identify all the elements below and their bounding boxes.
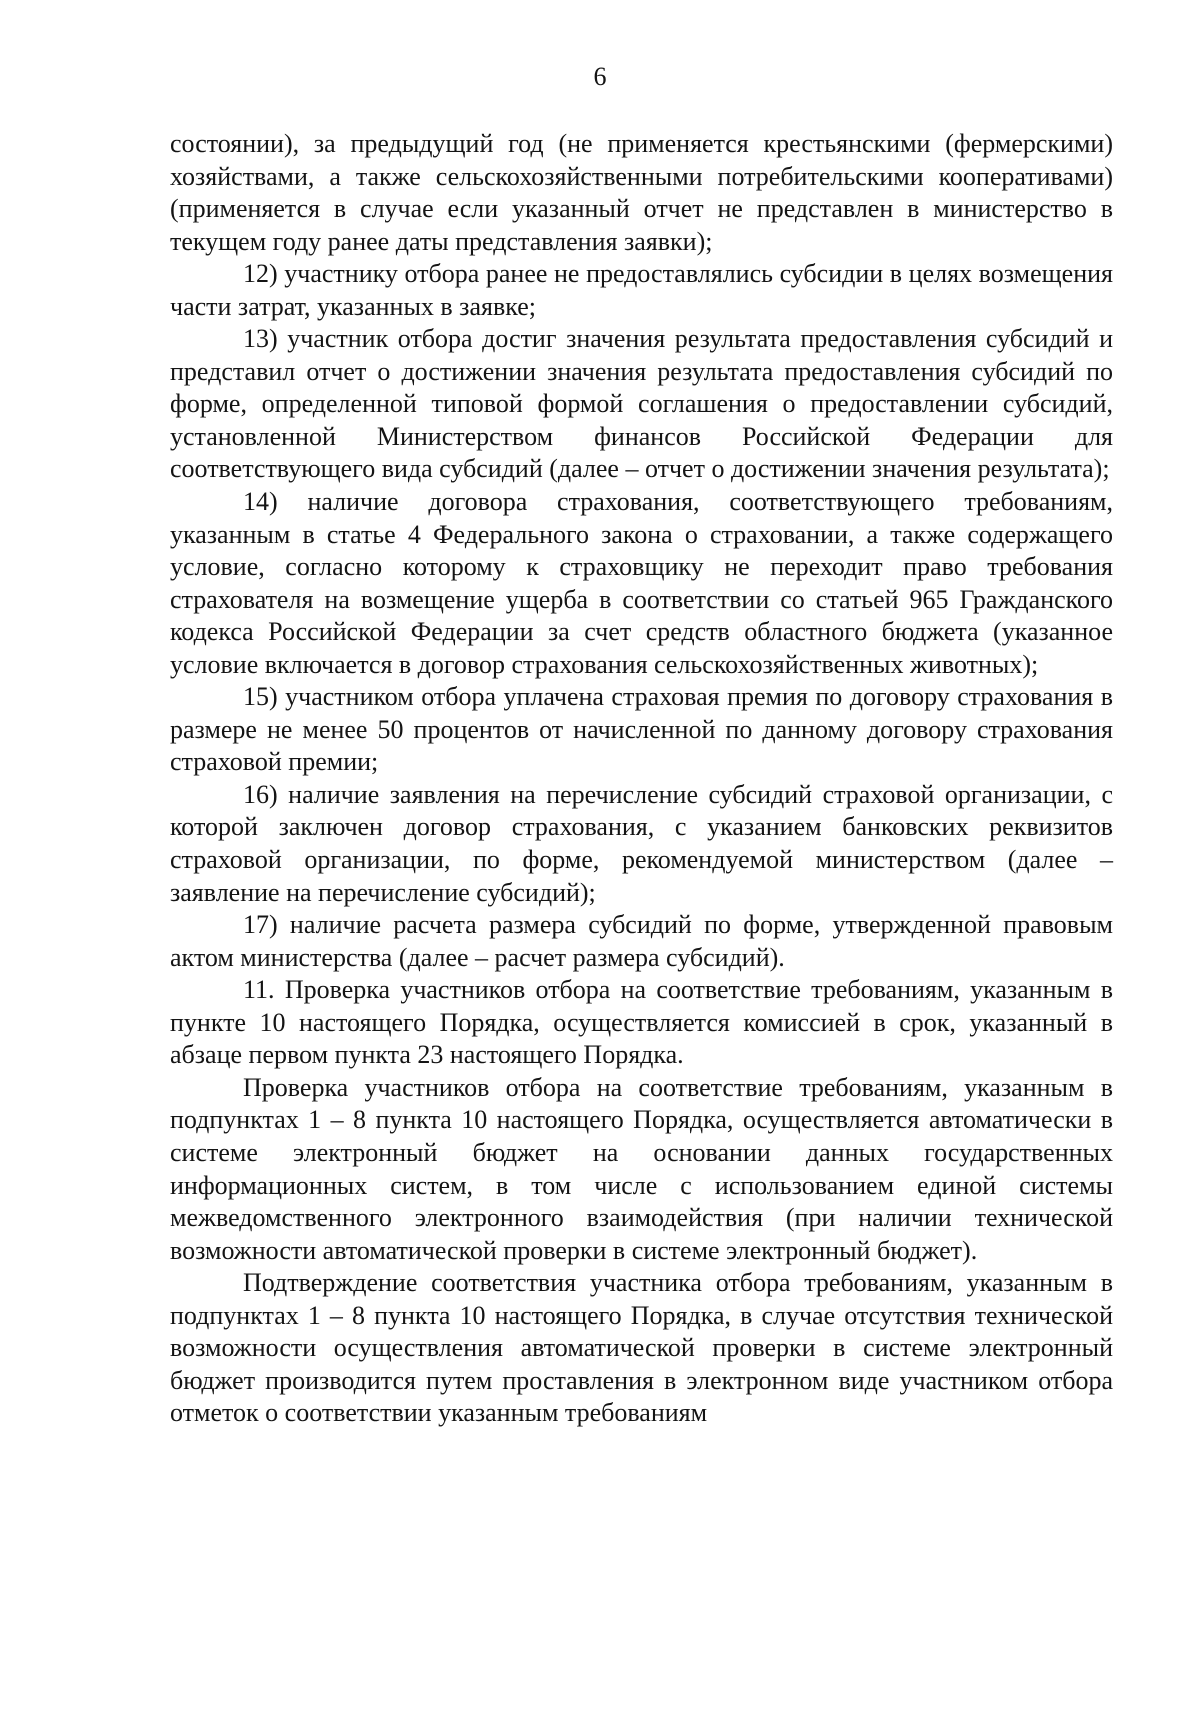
paragraph-item-16: 16) наличие заявления на перечисление субсидий страховой организации, с которой заключен договор страхования, с указанием банковских реквизитов страховой организации, по форме, рекомендуемой министерством (далее – заявление на перечисление субсидий);: [170, 779, 1113, 907]
paragraph-item-12: 12) участнику отбора ранее не предоставлялись субсидии в целях возмещения части затрат, указанных в заявке;: [170, 259, 1113, 321]
page-number: 6: [593, 62, 607, 91]
paragraph-continuation: состоянии), за предыдущий год (не применяется крестьянскими (фермерскими) хозяйствами, а также сельскохозяйственными потребительскими кооперативами) (применяется в случае если указанный отчет не представлен в министерство в текущем году ранее даты представления заявки);: [170, 129, 1113, 256]
paragraph-item-15: 15) участником отбора уплачена страховая премия по договору страхования в размере не менее 50 процентов от начисленной по данному договору страхования страховой премии;: [170, 682, 1113, 777]
paragraph-section-11: 11. Проверка участников отбора на соответствие требованиям, указанным в пункте 10 настоящего Порядка, осуществляется комиссией в срок, указанный в абзаце первом пункта 23 настоящего Порядка.: [170, 975, 1113, 1070]
paragraph-confirmation: Подтверждение соответствия участника отбора требованиям, указанным в подпунктах 1 – 8 пункта 10 настоящего Порядка, в случае отсутствия технической возможности осуществления автоматической проверки в системе электронный бюджет производится путем проставления в электронном виде участником отбора отметок о соответствии указанным требованиям: [170, 1268, 1113, 1428]
paragraph-automatic-check: Проверка участников отбора на соответствие требованиям, указанным в подпунктах 1 – 8 пункта 10 настоящего Порядка, осуществляется автоматически в системе электронный бюджет на основании данных государственных информационных систем, в том числе с использованием единой системы межведомственного электронного взаимодействия (при наличии технической возможности автоматической проверки в системе электронный бюджет).: [170, 1072, 1113, 1265]
document-body: [170, 128, 1113, 1430]
paragraph-item-17: 17) наличие расчета размера субсидий по форме, утвержденной правовым актом министерства (далее – расчет размера субсидий).: [170, 910, 1113, 972]
paragraph-item-13: 13) участник отбора достиг значения результата предоставления субсидий и представил отчет о достижении значения результата предоставления субсидий по форме, определенной типовой формой соглашения о предоставлении субсидий, установленной Министерством финансов Российской Федерации для соответствующего вида субсидий (далее – отчет о достижении значения результата);: [170, 324, 1113, 484]
paragraph-item-14: 14) наличие договора страхования, соответствующего требованиям, указанным в статье 4 Федерального закона о страховании, а также содержащего условие, согласно которому к страховщику не переходит право требования страхователя на возмещение ущерба в соответствии со статьей 965 Гражданского кодекса Российской Федерации за счет средств областного бюджета (указанное условие включается в договор страхования сельскохозяйственных животных);: [170, 487, 1113, 679]
